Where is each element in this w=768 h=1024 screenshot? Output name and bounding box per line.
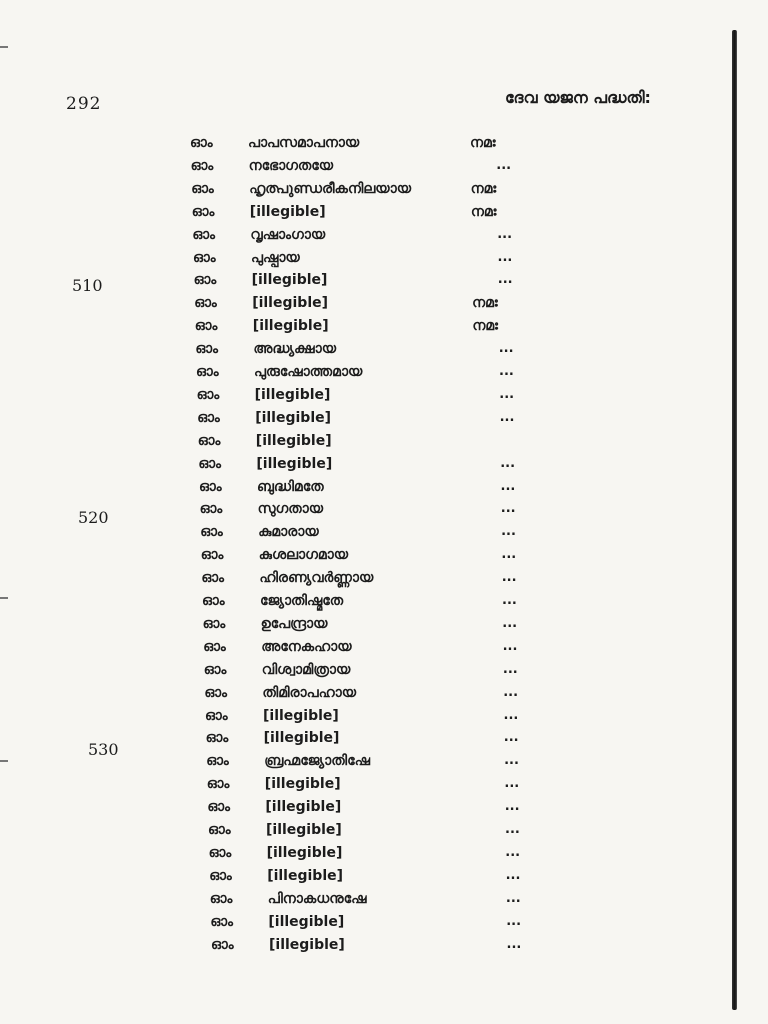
edge-tick — [0, 46, 8, 48]
mantra-line — [0, 590, 720, 612]
namah-suffix: നമഃ — [472, 318, 498, 335]
ditto-mark: ... — [504, 799, 520, 815]
mantra-line — [0, 544, 720, 566]
om-syllable: ഓം — [210, 913, 233, 930]
mantra-line — [0, 865, 720, 887]
om-syllable: ഓം — [196, 364, 219, 380]
ditto-mark: ... — [505, 890, 521, 906]
margin-rule — [732, 30, 737, 1010]
om-syllable: ഓം — [204, 684, 227, 701]
om-syllable: ഓം — [202, 593, 225, 609]
ditto-mark: ... — [497, 249, 513, 265]
ditto-mark: ... — [496, 157, 512, 173]
mantra-name: [illegible] — [263, 730, 340, 747]
mantra-line — [0, 613, 720, 635]
mantra-line — [0, 796, 720, 818]
mantra-name: [illegible] — [249, 203, 326, 220]
mantra-line — [0, 269, 720, 291]
ditto-mark: ... — [502, 593, 517, 608]
ditto-mark: ... — [505, 867, 521, 883]
namah-suffix: നമഃ — [472, 295, 498, 312]
mantra-name: [illegible] — [268, 913, 345, 930]
ditto-mark: ... — [499, 364, 514, 379]
mantra-line — [0, 705, 720, 727]
mantra-line — [0, 521, 720, 543]
mantra-name: [illegible] — [267, 867, 344, 884]
om-syllable: ഓം — [208, 844, 232, 861]
mantra-line — [0, 384, 720, 406]
om-syllable: ഓം — [206, 753, 229, 770]
om-syllable: ഓം — [200, 547, 224, 564]
om-syllable: ഓം — [193, 272, 217, 289]
mantra-name: [illegible] — [251, 272, 328, 289]
mantra-line — [0, 498, 720, 520]
mantra-line — [0, 247, 720, 269]
mantra-name: [illegible] — [263, 707, 339, 724]
om-syllable: ഓം — [205, 707, 228, 724]
om-syllable: ഓം — [194, 318, 218, 335]
mantra-line — [0, 201, 720, 223]
mantra-line — [0, 338, 720, 360]
ditto-mark: ... — [506, 913, 522, 929]
mantra-line — [0, 292, 720, 314]
om-syllable: ഓം — [190, 157, 214, 174]
mantra-name: ജ്യോതിഷ്മതേ — [260, 593, 344, 609]
mantra-name: പാപസമാപനായ — [248, 135, 360, 151]
mantra-name: നഭോഗതയേ — [248, 157, 334, 174]
edge-tick — [0, 597, 8, 599]
mantra-name: പിനാകധനുഷേ — [267, 890, 367, 907]
mantra-line — [0, 224, 720, 246]
mantra-name: വൃഷാംഗായ — [250, 226, 326, 243]
ditto-mark: ... — [502, 661, 518, 677]
namah-suffix: നമഃ — [470, 135, 496, 151]
mantra-line — [0, 453, 720, 475]
mantra-name: പുഷ്പായ — [251, 249, 300, 266]
ditto-mark: ... — [501, 570, 517, 586]
mantra-line — [0, 727, 720, 749]
om-syllable: ഓം — [196, 386, 220, 403]
ditto-mark: ... — [500, 478, 516, 494]
ditto-mark: ... — [504, 753, 519, 769]
mantra-line — [0, 132, 720, 154]
mantra-line — [0, 315, 720, 337]
mantra-line — [0, 636, 720, 658]
om-syllable: ഓം — [198, 455, 221, 472]
edge-tick — [0, 760, 8, 762]
mantra-name: [illegible] — [255, 409, 332, 426]
ditto-mark: ... — [504, 776, 520, 792]
om-syllable: ഓം — [199, 478, 222, 495]
mantra-name: [illegible] — [255, 432, 332, 449]
om-syllable: ഓം — [192, 226, 215, 243]
ditto-mark: ... — [503, 707, 519, 723]
om-syllable: ഓം — [191, 180, 214, 197]
om-syllable: ഓം — [209, 890, 233, 907]
om-syllable: ഓം — [203, 638, 226, 655]
mantra-name: കുമാരായ — [258, 524, 319, 541]
om-syllable: ഓം — [211, 936, 234, 953]
om-syllable: ഓം — [205, 730, 229, 747]
om-syllable: ഓം — [194, 295, 217, 312]
om-syllable: ഓം — [209, 867, 232, 884]
ditto-mark: ... — [499, 386, 515, 402]
mantra-name: [illegible] — [256, 455, 333, 472]
om-syllable: ഓം — [206, 776, 230, 793]
mantra-name: [illegible] — [265, 799, 342, 816]
om-syllable: ഓം — [202, 615, 226, 632]
namah-suffix: നമഃ — [470, 203, 497, 220]
ditto-mark: ... — [503, 684, 519, 700]
mantra-line — [0, 842, 720, 864]
ditto-mark: ... — [500, 501, 516, 517]
mantra-line — [0, 567, 720, 589]
om-syllable: ഓം — [197, 409, 220, 426]
om-syllable: ഓം — [190, 135, 213, 151]
om-syllable: ഓം — [207, 799, 230, 816]
mantra-name: പുരുഷോത്തമായ — [254, 364, 363, 380]
om-syllable: ഓം — [201, 570, 224, 587]
om-syllable: ഓം — [203, 661, 227, 678]
mantra-name: [illegible] — [266, 844, 343, 861]
ditto-mark: ... — [499, 409, 515, 425]
mantra-name: സുഗതായ — [257, 501, 324, 518]
mantra-name: [illegible] — [269, 936, 345, 953]
mantra-line — [0, 178, 720, 200]
mantra-name: അനേകഹായ — [261, 638, 352, 655]
mantra-name: [illegible] — [264, 776, 341, 793]
om-syllable: ഓം — [199, 501, 223, 518]
mantra-line — [0, 819, 720, 841]
verse-marker: 530 — [88, 740, 119, 759]
page-number: 292 — [66, 94, 102, 114]
mantra-name: [illegible] — [252, 295, 329, 312]
mantra-line — [0, 888, 720, 910]
running-head: ദേവ യജന പദ്ധതി: — [505, 88, 651, 107]
ditto-mark: ... — [497, 272, 513, 288]
mantra-line — [0, 934, 720, 956]
ditto-mark: ... — [500, 455, 516, 471]
ditto-mark: ... — [506, 936, 522, 952]
mantra-line — [0, 659, 720, 681]
ditto-mark: ... — [505, 844, 521, 860]
mantra-name: വിശ്വാമിത്രായ — [261, 661, 351, 678]
ditto-mark: ... — [498, 341, 514, 357]
mantra-name: [illegible] — [252, 318, 329, 335]
mantra-line — [0, 430, 720, 452]
ditto-mark: ... — [502, 638, 518, 654]
om-syllable: ഓം — [195, 341, 218, 358]
mantra-name: ഹിരണ്യവർണ്ണായ — [259, 570, 374, 587]
mantra-line — [0, 407, 720, 429]
ditto-mark: ... — [501, 547, 517, 563]
om-syllable: ഓം — [191, 203, 215, 220]
mantra-name: [illegible] — [266, 822, 342, 838]
mantra-line — [0, 476, 720, 498]
mantra-name: [illegible] — [254, 386, 331, 403]
mantra-line — [0, 750, 720, 772]
ditto-mark: ... — [503, 730, 519, 746]
mantra-name: തിമിരാപഹായ — [262, 684, 357, 701]
mantra-name: അദ്ധ്യക്ഷായ — [253, 341, 337, 358]
mantra-line — [0, 773, 720, 795]
mantra-line — [0, 155, 720, 177]
ditto-mark: ... — [502, 615, 518, 631]
mantra-line — [0, 682, 720, 704]
om-syllable: ഓം — [200, 524, 223, 541]
mantra-name: ഹൃത്പുണ്ഡരീകനിലയായ — [249, 180, 411, 197]
verse-marker: 520 — [78, 508, 109, 527]
verse-marker: 510 — [72, 276, 103, 295]
ditto-mark: ... — [505, 822, 520, 837]
ditto-mark: ... — [497, 226, 513, 242]
om-syllable: ഓം — [208, 822, 231, 838]
namah-suffix: നമഃ — [470, 180, 497, 197]
mantra-name: ഉപേന്ദ്രായ — [260, 615, 328, 632]
mantra-name: ബുദ്ധിമതേ — [257, 478, 324, 495]
mantra-name: ബ്രഹ്മജ്യോതിഷേ — [264, 753, 370, 770]
mantra-name: കുശലാഗമായ — [258, 547, 349, 564]
mantra-line — [0, 361, 720, 383]
om-syllable: ഓം — [193, 249, 216, 266]
mantra-line — [0, 911, 720, 933]
om-syllable: ഓം — [197, 432, 221, 449]
ditto-mark: ... — [501, 524, 516, 540]
